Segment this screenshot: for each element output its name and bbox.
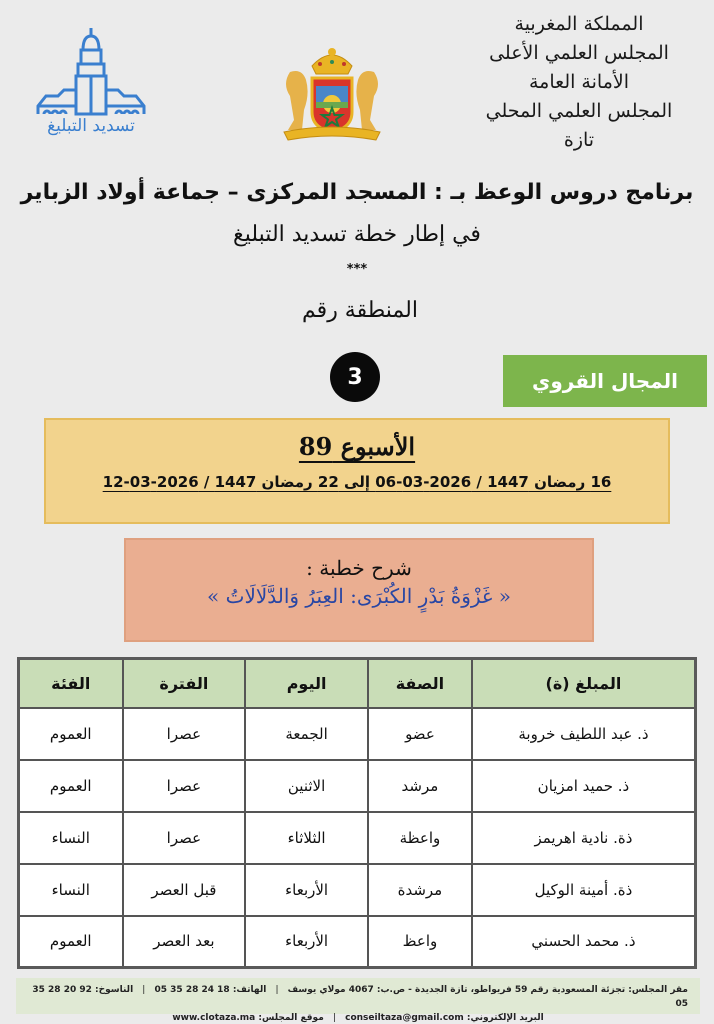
cell-day: الاثنين (245, 760, 368, 812)
cell-preacher: ذة. نادية اهريمز (472, 812, 696, 864)
footer-line-2 (28, 1011, 688, 1024)
region-number-badge: 3 (330, 352, 380, 402)
cell-period: قبل العصر (123, 864, 246, 916)
org-line-local-council: المجلس العلمي المحلي (485, 100, 673, 122)
cell-period: عصرا (123, 708, 246, 760)
cell-preacher: ذ. حميد امزيان (472, 760, 696, 812)
footer-line-1 (28, 983, 688, 1011)
tasdid-tabligh-logo (36, 26, 146, 146)
cell-category: النساء (19, 864, 123, 916)
coat-of-arms (272, 24, 392, 144)
cell-period: عصرا (123, 812, 246, 864)
organization-header (484, 10, 674, 155)
footer-address: مقر المجلس: تجزئة المسعودية رقم 59 فريواطو، تازة الجديدة - ص.ب: 4067 مولاي يوسف (287, 985, 688, 995)
program-title: برنامج دروس الوعظ بـ : المسجد المركزى – جماعة أولاد الزباير (20, 180, 694, 205)
minaret-icon (36, 26, 146, 116)
cell-role: مرشد (368, 760, 472, 812)
footer-separator: | (275, 985, 279, 995)
week-box (44, 418, 670, 524)
sermon-title: « غَزْوَةُ بَدْرٍ الكُبْرَى: العِبَرُ وَالدَّلَالَاتُ » (207, 584, 511, 608)
org-line-supreme-council: المجلس العلمي الأعلى (489, 42, 669, 64)
region-label: المنطقة رقم (302, 298, 418, 323)
cell-day: الأربعاء (245, 864, 368, 916)
footer-contact (16, 978, 700, 1023)
schedule-table (17, 657, 697, 969)
cell-preacher: ذة. أمينة الوكيل (472, 864, 696, 916)
cell-preacher: ذ. محمد الحسني (472, 916, 696, 968)
cell-day: الجمعة (245, 708, 368, 760)
cell-period: بعد العصر (123, 916, 246, 968)
table-row (19, 864, 696, 916)
table-row (19, 760, 696, 812)
week-title: الأسبوع 89 (298, 432, 416, 461)
cell-day: الثلاثاء (245, 812, 368, 864)
sermon-box (124, 538, 594, 642)
cell-period: عصرا (123, 760, 246, 812)
table-header-row (19, 659, 696, 708)
footer-website[interactable]: موقع المجلس: www.clotaza.ma (172, 1013, 324, 1023)
cell-category: النساء (19, 812, 123, 864)
cell-role: واعظ (368, 916, 472, 968)
moroccan-coat-of-arms-icon (272, 24, 392, 144)
cell-preacher: ذ. عبد اللطيف خروبة (472, 708, 696, 760)
header-preacher: المبلغ (ة) (472, 659, 696, 708)
org-line-secretariat: الأمانة العامة (529, 71, 629, 93)
org-line-city: تازة (563, 129, 595, 151)
table-row (19, 708, 696, 760)
domain-badge: المجال القروي (503, 355, 707, 407)
org-line-kingdom: المملكة المغربية (514, 13, 644, 35)
table-row (19, 916, 696, 968)
cell-role: مرشدة (368, 864, 472, 916)
program-subtitle: في إطار خطة تسديد التبليغ (233, 222, 481, 247)
cell-day: الأربعاء (245, 916, 368, 968)
cell-role: واعظة (368, 812, 472, 864)
week-dates: 16 رمضان 1447 / 2026-03-06 إلى 22 رمضان 1447 / 2026-03-12 (102, 473, 612, 491)
cell-role: عضو (368, 708, 472, 760)
cell-category: العموم (19, 916, 123, 968)
cell-category: العموم (19, 760, 123, 812)
sermon-label: شرح خطبة : (306, 556, 412, 580)
footer-fax: الناسوخ: 92 20 28 35 05 (32, 985, 688, 1009)
cell-category: العموم (19, 708, 123, 760)
footer-email[interactable]: البريد الإلكتروني: conseiltaza@gmail.com (345, 1013, 544, 1023)
table-row (19, 812, 696, 864)
header-period: الفترة (123, 659, 246, 708)
footer-separator: | (332, 1013, 336, 1023)
footer-phone: الهاتف: 18 24 28 35 05 (154, 985, 267, 995)
logo-caption: تسديد التبليغ (47, 116, 135, 136)
footer-separator: | (142, 985, 146, 995)
header-day: اليوم (245, 659, 368, 708)
header-role: الصفة (368, 659, 472, 708)
header-category: الفئة (19, 659, 123, 708)
separator-stars: *** (346, 262, 368, 277)
